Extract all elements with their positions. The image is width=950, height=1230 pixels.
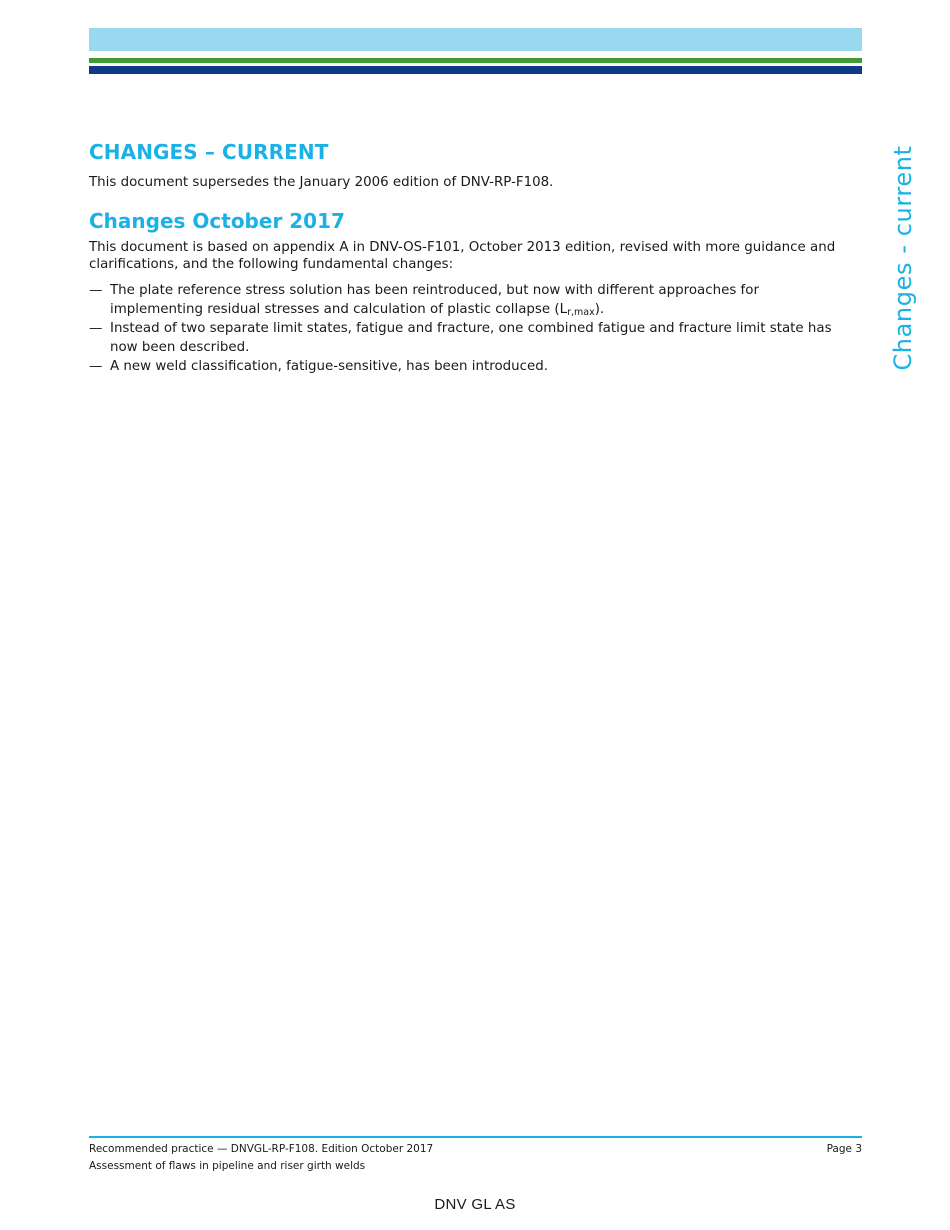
footer-document-line: Recommended practice — DNVGL-RP-F108. Edition October 2017: [89, 1143, 434, 1155]
section-title: CHANGES – CURRENT: [89, 140, 329, 164]
footer-page-number: Page 3: [826, 1143, 862, 1155]
changes-2017-intro: This document is based on appendix A in DNV-OS-F101, October 2013 edition, revised with more guidance and clarifications, and the following fundamental changes:: [89, 240, 836, 272]
page-content: [89, 138, 849, 376]
header-band-light: [89, 28, 862, 51]
bullet-dash: —: [89, 321, 103, 336]
footer-subtitle: Assessment of flaws in pipeline and riser girth welds: [89, 1160, 366, 1172]
footer-divider: [89, 1136, 862, 1138]
list-item-text: A new weld classification, fatigue-sensitive, has been introduced.: [110, 359, 548, 374]
list-item-text-end: ).: [594, 302, 605, 317]
list-item: [89, 357, 849, 376]
list-item: [89, 281, 849, 319]
changes-2017-heading: Changes October 2017: [89, 209, 345, 233]
bullet-dash: —: [89, 359, 103, 374]
list-item-text: The plate reference stress solution has been reintroduced, but now with different approaches for implementing residual stresses and calculation of plastic collapse (L: [110, 283, 759, 317]
supersedes-paragraph: This document supersedes the January 2006 edition of DNV-RP-F108.: [89, 175, 554, 190]
subscript-text: r,max: [567, 307, 595, 318]
organization-name: DNV GL AS: [434, 1196, 516, 1213]
list-item: [89, 319, 849, 357]
header-band-navy: [89, 66, 862, 74]
changes-list: [89, 281, 849, 376]
side-tab-label: Changes - current: [889, 145, 917, 371]
list-item-text: Instead of two separate limit states, fatigue and fracture, one combined fatigue and fracture limit state has now been described.: [110, 321, 832, 355]
header-band-green: [89, 58, 862, 63]
bullet-dash: —: [89, 283, 103, 298]
